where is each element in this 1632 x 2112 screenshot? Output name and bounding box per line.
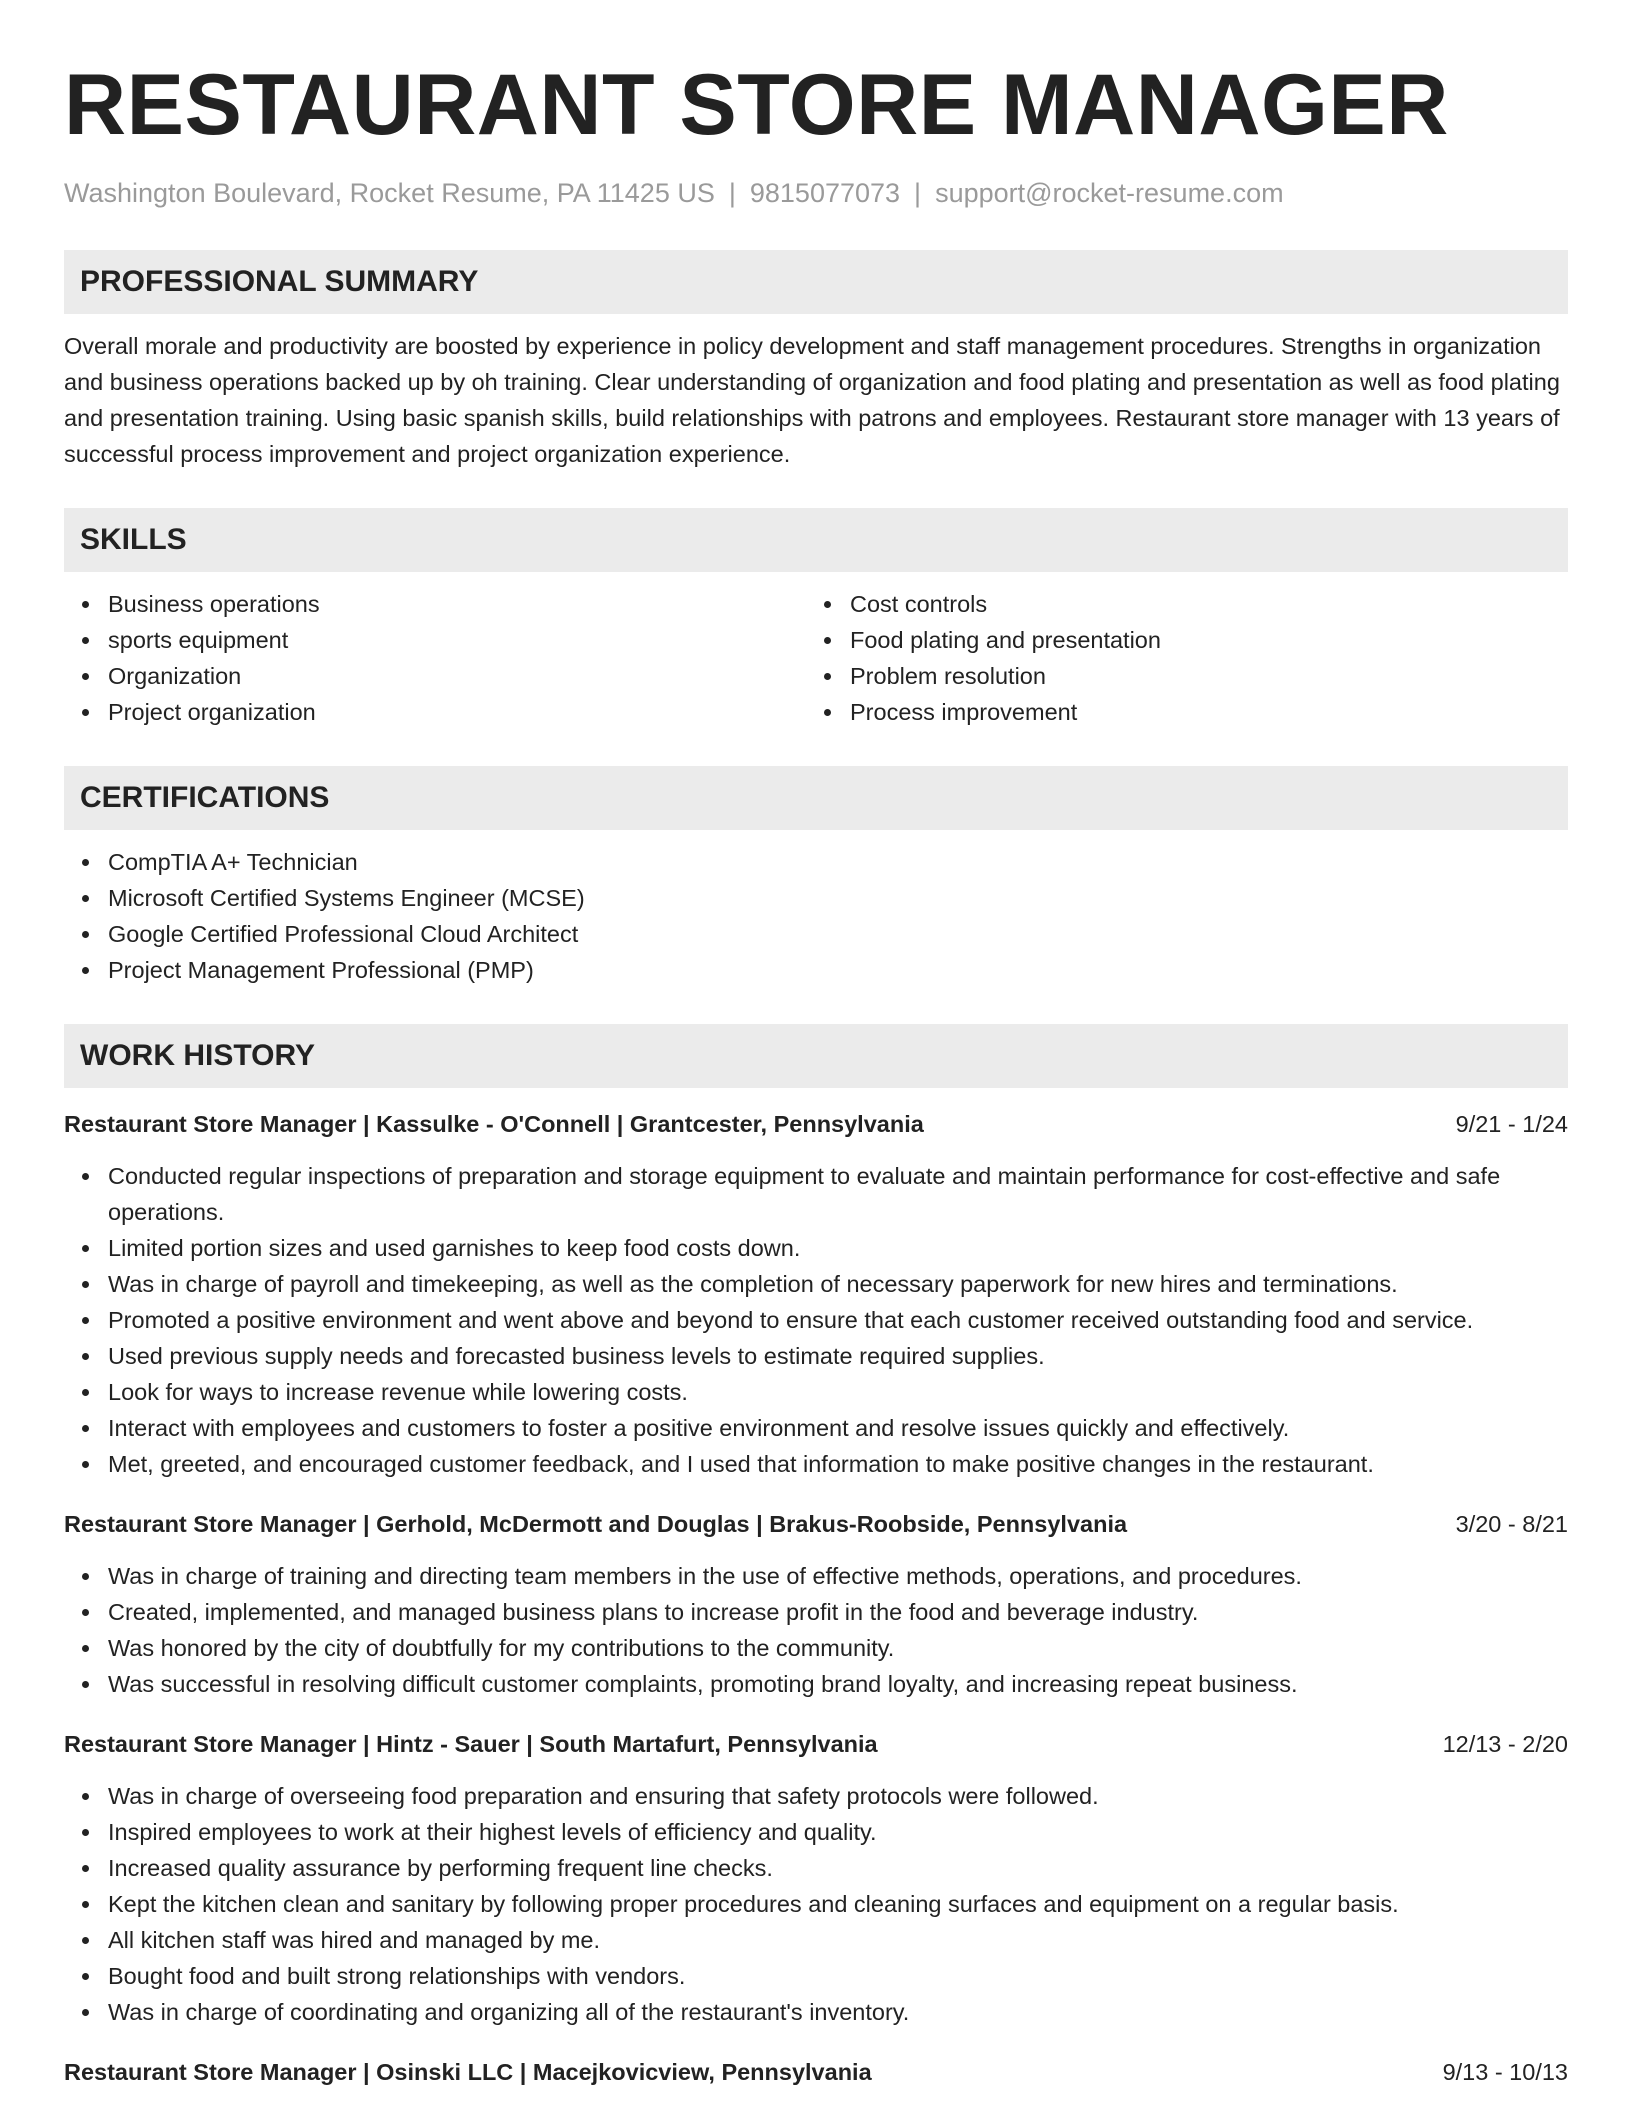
skill-item: Cost controls (850, 586, 1548, 622)
job-bullets (64, 1778, 1568, 2030)
skills-grid (64, 572, 1568, 730)
job-bullets (64, 1158, 1568, 1482)
summary-text: Overall morale and productivity are boosted by experience in policy development and staff management procedures. Strengths in organization and business operations backed up by oh training. Clear understanding of organization and food plating and presentation as well as food plating and presentation training. Using basic spanish skills, build relationships with patrons and employees. Restaurant store manager with 13 years of successful process improvement and project organization experience. (64, 333, 1560, 467)
job-header (64, 1106, 1568, 1142)
job-entry (64, 1106, 1568, 1482)
skill-item: Process improvement (850, 694, 1548, 730)
contact-phone: 9815077073 (749, 178, 901, 208)
job-bullet: Was successful in resolving difficult customer complaints, promoting brand loyalty, and increasing repeat business. (108, 1666, 1568, 1702)
skill-item: Food plating and presentation (850, 622, 1548, 658)
section-heading-certifications: CERTIFICATIONS (64, 766, 1568, 830)
job-bullet: Conducted regular inspections of preparation and storage equipment to evaluate and maintain performance for cost-effective and safe operations. (108, 1158, 1568, 1230)
skills-list-right (806, 586, 1548, 730)
skill-item: sports equipment (108, 622, 806, 658)
job-bullet: All kitchen staff was hired and managed by me. (108, 1922, 1568, 1958)
job-dates: 3/20 - 8/21 (1455, 1511, 1568, 1537)
job-bullet: Was in charge of payroll and timekeeping, as well as the completion of necessary paperwork for new hires and terminations. (108, 1266, 1568, 1302)
contact-email: support@rocket-resume.com (935, 178, 1284, 208)
certifications-list (64, 844, 1568, 988)
job-bullet: Increased quality assurance by performing frequent line checks. (108, 1850, 1568, 1886)
job-dates: 12/13 - 2/20 (1442, 1731, 1568, 1757)
job-header (64, 2054, 1568, 2090)
contact-line (64, 176, 1568, 210)
job-bullet: Used previous supply needs and forecasted business levels to estimate required supplies. (108, 1338, 1568, 1374)
job-bullet: Met, greeted, and encouraged customer feedback, and I used that information to make positive changes in the restaurant. (108, 1446, 1568, 1482)
contact-separator: | (914, 178, 922, 208)
contact-address: Washington Boulevard, Rocket Resume, PA 11425 US (64, 178, 715, 208)
job-entry (64, 2054, 1568, 2090)
certification-item: Project Management Professional (PMP) (108, 952, 1568, 988)
skill-item: Project organization (108, 694, 806, 730)
job-dates: 9/21 - 1/24 (1455, 1111, 1568, 1137)
job-header (64, 1506, 1568, 1542)
section-heading-skills: SKILLS (64, 508, 1568, 572)
certification-item: CompTIA A+ Technician (108, 844, 1568, 880)
job-dates: 9/13 - 10/13 (1442, 2059, 1568, 2085)
job-bullet: Limited portion sizes and used garnishes to keep food costs down. (108, 1230, 1568, 1266)
job-bullet: Was in charge of coordinating and organizing all of the restaurant's inventory. (108, 1994, 1568, 2030)
job-bullet: Was in charge of training and directing team members in the use of effective methods, operations, and procedures. (108, 1558, 1568, 1594)
job-bullet: Look for ways to increase revenue while lowering costs. (108, 1374, 1568, 1410)
contact-separator: | (728, 178, 736, 208)
job-bullet: Created, implemented, and managed business plans to increase profit in the food and beverage industry. (108, 1594, 1568, 1630)
job-title: Restaurant Store Manager | Kassulke - O'Connell | Grantcester, Pennsylvania (64, 1111, 924, 1137)
certification-item: Microsoft Certified Systems Engineer (MCSE) (108, 880, 1568, 916)
skill-item: Organization (108, 658, 806, 694)
job-title: Restaurant Store Manager | Hintz - Sauer | South Martafurt, Pennsylvania (64, 1731, 878, 1757)
job-header (64, 1726, 1568, 1762)
job-entry (64, 1506, 1568, 1702)
job-bullet: Interact with employees and customers to foster a positive environment and resolve issues quickly and effectively. (108, 1410, 1568, 1446)
skill-item: Problem resolution (850, 658, 1548, 694)
section-heading-summary: PROFESSIONAL SUMMARY (64, 250, 1568, 314)
skills-list-left (64, 586, 806, 730)
resume-name: RESTAURANT STORE MANAGER (64, 57, 1449, 153)
job-bullet: Promoted a positive environment and went above and beyond to ensure that each customer received outstanding food and service. (108, 1302, 1568, 1338)
job-title: Restaurant Store Manager | Gerhold, McDermott and Douglas | Brakus-Roobside, Pennsylvania (64, 1511, 1128, 1537)
job-bullets (64, 1558, 1568, 1702)
skill-item: Business operations (108, 586, 806, 622)
job-entry (64, 1726, 1568, 2030)
job-bullet: Was honored by the city of doubtfully for my contributions to the community. (108, 1630, 1568, 1666)
certification-item: Google Certified Professional Cloud Architect (108, 916, 1568, 952)
job-bullet: Inspired employees to work at their highest levels of efficiency and quality. (108, 1814, 1568, 1850)
section-heading-work-history: WORK HISTORY (64, 1024, 1568, 1088)
job-bullet: Bought food and built strong relationships with vendors. (108, 1958, 1568, 1994)
job-bullet: Kept the kitchen clean and sanitary by following proper procedures and cleaning surfaces and equipment on a regular basis. (108, 1886, 1568, 1922)
job-title: Restaurant Store Manager | Osinski LLC | Macejkovicview, Pennsylvania (64, 2059, 872, 2085)
job-bullet: Was in charge of overseeing food preparation and ensuring that safety protocols were followed. (108, 1778, 1568, 1814)
